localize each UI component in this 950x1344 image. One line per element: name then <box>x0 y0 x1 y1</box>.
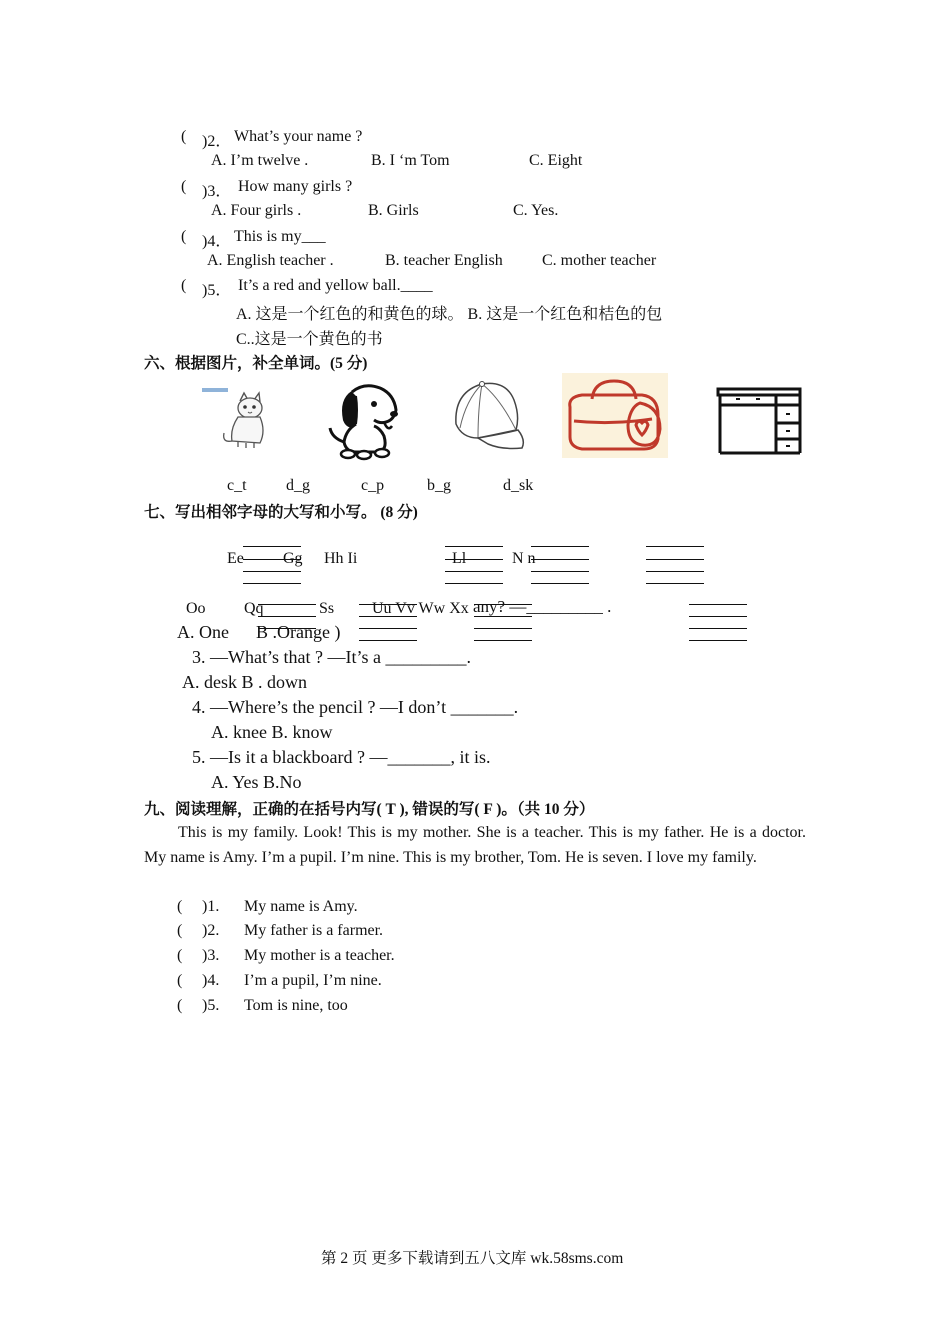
blank-line <box>445 546 503 547</box>
q9-4-paren: ( <box>177 972 183 989</box>
q5-3-paren: ( <box>181 178 187 195</box>
q8-1-tail: any? —_________ . <box>473 597 612 616</box>
blank-line <box>689 616 747 617</box>
blank-line <box>243 583 301 584</box>
blank-line <box>243 571 301 572</box>
blank-line <box>646 559 704 560</box>
q5-5-num: )5． <box>202 282 232 299</box>
q8-3-options: A. desk B . down <box>182 672 307 692</box>
q5-5-option-ab: A. 这是一个红色的和黄色的球。 B. 这是一个红色和桔色的包 <box>236 306 663 323</box>
word-bag: b_g <box>427 477 451 494</box>
q5-2-option-b: B. I ‘m Tom <box>371 152 450 169</box>
blank-line <box>531 546 589 547</box>
dog-icon <box>322 380 402 462</box>
q5-5-question: It’s a red and yellow ball.____ <box>238 277 433 294</box>
blank-line <box>689 628 747 629</box>
blank-line <box>445 571 503 572</box>
word-desk: d_sk <box>503 477 534 494</box>
blank-line <box>689 640 747 641</box>
q5-3-option-a: A. Four girls . <box>211 202 302 219</box>
q8-3: 3. —What’s that ? —It’s a _________. <box>192 647 471 667</box>
blank-line <box>359 640 417 641</box>
q8-4-options: A. knee B. know <box>211 722 333 742</box>
blank-line <box>445 583 503 584</box>
q9-3-text: My mother is a teacher. <box>244 947 395 964</box>
q9-1-paren: ( <box>177 898 183 915</box>
desk-icon <box>716 385 804 457</box>
q9-1-num: )1. <box>202 898 220 915</box>
blank-line <box>531 583 589 584</box>
blank-line <box>258 604 316 605</box>
q5-4-num: )4． <box>202 233 232 250</box>
q8-4: 4. —Where’s the pencil ? —I don’t _______. <box>192 697 519 717</box>
q9-5-text: Tom is nine, too <box>244 997 348 1014</box>
q5-2-question: What’s your name ? <box>234 128 363 145</box>
page-footer: 第 2 页 更多下载请到五八文库 wk.58sms.com <box>321 1250 624 1267</box>
q5-2-option-c: C. Eight <box>529 152 583 169</box>
q5-3-option-b: B. Girls <box>368 202 419 219</box>
section-7-title: 七、写出相邻字母的大写和小写。 (8 分) <box>144 504 418 521</box>
letters-qq: Qq <box>244 600 264 617</box>
q5-5-paren: ( <box>181 277 187 294</box>
blank-line <box>689 604 747 605</box>
blank-line <box>474 628 532 629</box>
q8-5-options: A. Yes B.No <box>211 772 302 792</box>
q5-4-question: This is my___ <box>234 228 326 245</box>
blank-line <box>531 559 589 560</box>
q9-1-text: My name is Amy. <box>244 898 358 915</box>
q9-5-num: )5. <box>202 997 220 1014</box>
blank-line <box>531 571 589 572</box>
q5-2-num: )2． <box>202 133 232 150</box>
q9-3-paren: ( <box>177 947 183 964</box>
cap-icon <box>448 378 528 458</box>
letters-ee: Ee <box>227 550 244 567</box>
word-cap: c_p <box>361 477 385 494</box>
q5-2-paren: ( <box>181 128 187 145</box>
cat-icon <box>200 383 276 453</box>
blank-line <box>646 571 704 572</box>
letters-oo: Oo <box>186 600 206 617</box>
q9-2-paren: ( <box>177 922 183 939</box>
word-dog: d_g <box>286 477 310 494</box>
q5-4-paren: ( <box>181 228 187 245</box>
q5-5-option-c: C..这是一个黄色的书 <box>236 331 383 348</box>
q9-2-num: )2. <box>202 922 220 939</box>
blank-line <box>646 546 704 547</box>
q5-3-option-c: C. Yes. <box>513 202 559 219</box>
q9-4-text: I’m a pupil, I’m nine. <box>244 972 382 989</box>
q8-5: 5. —Is it a blackboard ? —_______, it is. <box>192 747 491 767</box>
q5-4-option-b: B. teacher English <box>385 252 503 269</box>
q5-3-num: )3． <box>202 183 232 200</box>
q5-4-option-c: C. mother teacher <box>542 252 657 269</box>
q8-1-option-b: B .Orange ) <box>256 622 341 642</box>
q9-5-paren: ( <box>177 997 183 1014</box>
blank-line <box>646 583 704 584</box>
q9-4-num: )4. <box>202 972 220 989</box>
bag-icon <box>562 373 668 458</box>
q5-3-question: How many girls ? <box>238 178 353 195</box>
q5-2-option-a: A. I’m twelve . <box>211 152 309 169</box>
letters-ss: Ss <box>319 600 335 617</box>
q5-4-option-a: A. English teacher . <box>207 252 334 269</box>
blank-line <box>258 616 316 617</box>
q8-1-option-a: A. One <box>177 622 229 642</box>
blank-line <box>243 546 301 547</box>
reading-passage: This is my family. Look! This is my mother. She is a teacher. This is my father. He is a doctor. My name is Amy. I’m a pupil. I’m nine. This is my brother, Tom. He is seven. I love my family. <box>144 824 806 866</box>
letters-uu-vv-ww-xx: Uu Vv Ww Xx <box>372 600 469 617</box>
q9-2-text: My father is a farmer. <box>244 922 384 939</box>
blank-line <box>474 640 532 641</box>
letters-gg: Gg <box>283 550 303 567</box>
section-6-title: 六、根据图片，补全单词。(5 分) <box>144 355 368 372</box>
q9-3-num: )3. <box>202 947 220 964</box>
word-cat: c_t <box>227 477 247 494</box>
section-9-title: 九、阅读理解，正确的在括号内写( T ), 错误的写( F )。（共 10 分） <box>144 801 595 818</box>
letters-ll: Ll <box>452 550 467 567</box>
letters-nn: N n <box>512 550 536 567</box>
blank-line <box>359 628 417 629</box>
letters-hh-ii: Hh Ii <box>324 550 358 567</box>
